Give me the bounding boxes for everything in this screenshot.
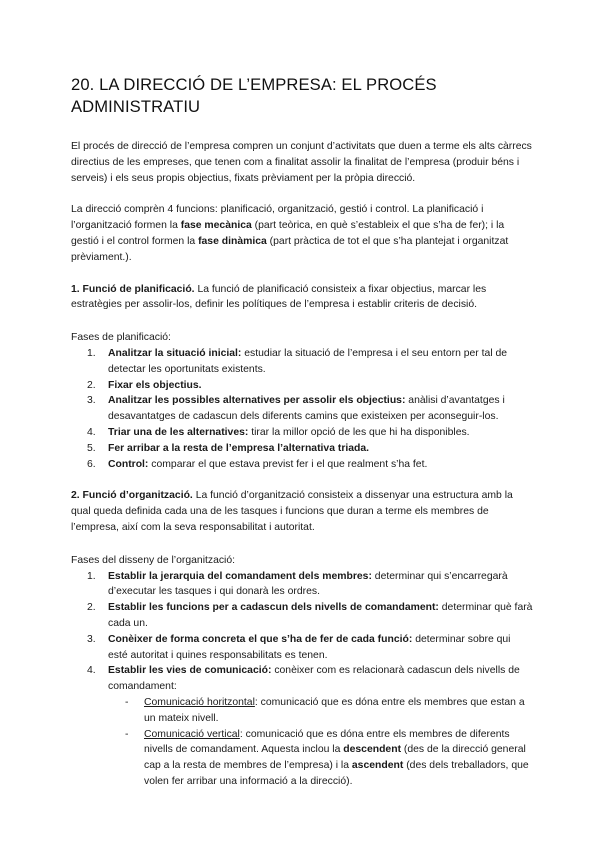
sub-list-item (71, 727, 533, 790)
functions-text-e: (part pràctica de tot el que s’ha plantejat i organitzat prèviament.). (71, 235, 509, 263)
planning-phases-list (71, 346, 533, 472)
ascendent-term: ascendent (351, 760, 404, 772)
vertical-communication-text-b: (des de la direcció general cap a la resta de membres de l’empresa) i la (144, 744, 526, 772)
list-item-text: conèixer com es relacionarà cadascun dels nivells de comandament: (108, 665, 520, 693)
list-number: 3. (87, 395, 96, 407)
horizontal-communication-term: Comunicació horitzontal (144, 696, 255, 708)
descendent-term: descendent (343, 744, 402, 756)
planning-section (71, 282, 533, 314)
list-item-title: Establir les funcions per a cadascun dels nivells de comandament: (108, 602, 439, 614)
list-item-text: anàlisi d’avantatges i desavantatges de cadascun dels diferents camins que existeixen per aconseguir-los. (108, 395, 505, 423)
vertical-communication-text-a: : comunicació que es dóna entre els membres de diferents nivells de comandament. Aquesta inclou la (144, 728, 510, 756)
organization-text: La funció d’organització consisteix a dissenyar una estructura amb la qual queda definida cada una de les tasques i funcions que duran a terme els membres de l’empresa, així com la seva responsabilitat i autoritat. (71, 490, 513, 533)
fase-mecanica-term: fase mecànica (180, 220, 252, 232)
list-number: 5. (87, 442, 96, 454)
list-number: 2. (87, 602, 96, 614)
list-item-text: determinar què farà cada un. (108, 602, 533, 629)
list-item-text: tirar la millor opció de les que hi ha disponibles. (248, 426, 470, 438)
organization-section (71, 488, 533, 535)
list-item-title: Establir les vies de comunicació: (108, 665, 272, 677)
vertical-communication-text-c: (des dels treballadors, que volen fer arribar una informació a la direcció). (144, 760, 529, 787)
list-item (71, 569, 533, 601)
list-item-title: Analitzar les possibles alternatives per assolir els objectius: (108, 395, 406, 407)
page-title: 20. LA DIRECCIÓ DE L’EMPRESA: EL PROCÉS ADMINISTRATIU (71, 75, 437, 116)
list-item (71, 663, 533, 695)
list-item-text: determinar sobre qui esté autoritat i quines responsabilitats es tenen. (108, 633, 511, 661)
organization-heading: 2. Funció d’organització. (71, 490, 193, 502)
planning-text: La funció de planificació consisteix a fixar objectius, marcar les estratègies per assolir-los, definir les polítiques de l’empresa i establir criteris de decisió. (71, 283, 487, 311)
planning-heading: 1. Funció de planificació. (71, 283, 195, 295)
list-number: 3. (87, 633, 96, 645)
list-item (71, 632, 533, 664)
fase-dinamica-term: fase dinàmica (198, 235, 267, 247)
sub-list-item (71, 695, 533, 727)
list-number: 1. (87, 570, 96, 582)
list-item (71, 378, 533, 394)
dash-bullet: - (125, 696, 129, 708)
list-number: 1. (87, 347, 96, 359)
functions-paragraph (71, 202, 533, 265)
list-item (71, 600, 533, 632)
organization-phases-list (71, 569, 533, 695)
list-number: 6. (87, 458, 96, 470)
communication-types-list (71, 695, 533, 790)
list-number: 4. (87, 665, 96, 677)
list-item-title: Triar una de les alternatives: (108, 426, 249, 438)
list-item-title: Control: (108, 458, 149, 470)
vertical-communication-term: Comunicació vertical (144, 728, 240, 740)
list-item (71, 346, 533, 378)
list-item (71, 441, 533, 457)
organization-phases-label: Fases del disseny de l’organització: (71, 554, 236, 566)
functions-text-a: La direcció comprèn 4 funcions: planificació, organització, gestió i control. La planificació i l’organització formen la (71, 204, 484, 232)
list-item-text: determinar qui s’encarregarà d’executar les tasques i qui donarà les ordres. (108, 570, 508, 598)
horizontal-communication-text: : comunicació que es dóna entre els membres que estan a un mateix nivell. (144, 696, 525, 724)
list-item-title: Analitzar la situació inicial: (108, 347, 242, 359)
list-item (71, 425, 533, 441)
list-item-text: comparar el que estava previst fer i el que realment s’ha fet. (148, 458, 428, 470)
list-item-title: Fer arribar a la resta de l’empresa l’alternativa triada. (108, 442, 370, 454)
intro-paragraph: El procés de direcció de l’empresa compren un conjunt d’activitats que duen a terme els alts càrrecs directius de les empreses, que tenen com a finalitat assolir la finalitat de l’empresa (produir béns i serveis) i els seus propis objectius, fixats prèviament per la pròpia direcció. (71, 141, 532, 184)
list-item (71, 457, 533, 473)
list-item-title: Conèixer de forma concreta el que s’ha de fer de cada funció: (108, 633, 413, 645)
list-item (71, 393, 533, 425)
list-item-title: Fixar els objectius. (108, 379, 202, 391)
list-item-text: estudiar la situació de l’empresa i el seu entorn per tal de detectar les oportunitats existents. (108, 347, 508, 375)
functions-text-c: (part teòrica, en què s’estableix el que s’ha de fer); i la gestió i el control formen la (71, 220, 505, 247)
list-number: 2. (87, 379, 96, 391)
dash-bullet: - (125, 728, 129, 740)
list-item-title: Establir la jerarquia del comandament dels membres: (108, 570, 372, 582)
document-page (71, 74, 533, 790)
planning-phases-label: Fases de planificació: (71, 332, 171, 344)
list-number: 4. (87, 426, 96, 438)
